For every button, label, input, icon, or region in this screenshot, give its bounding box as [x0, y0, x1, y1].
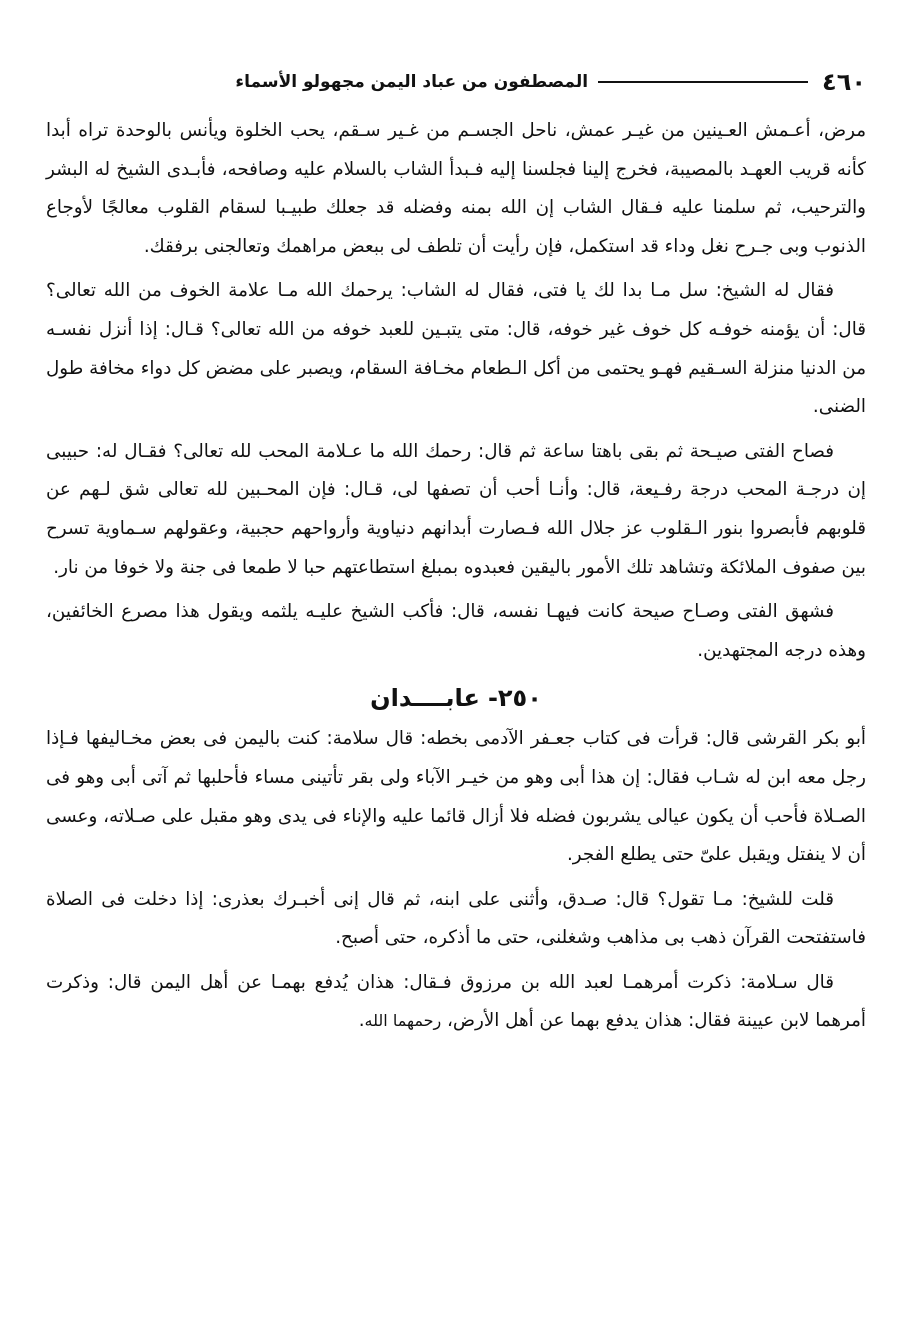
page-number: ٤٦٠ [822, 68, 866, 96]
book-page [46, 66, 866, 1047]
honorific-seal: رحمهما الله [364, 1011, 442, 1031]
paragraph: فشهق الفتى وصـاح صيحة كانت فيهـا نفسه، قال: فأكب الشيخ عليـه يلثمه ويقول هذا مصرع الخائفين، وهذه درجه المجتهدين. [46, 601, 866, 661]
paragraph: قلت للشيخ: مـا تقول؟ قال: صـدق، وأثنى على ابنه، ثم قال إنى أخبـرك بعذرى: إذا دخلت فى الصلاة فاستفتحت القرآن ذهب بى مذاهب وشغلنى، حتى ما أذكره، حتى أصبح. [46, 888, 866, 949]
header-rule [598, 81, 808, 83]
paragraph: قال سـلامة: ذكرت أمرهمـا لعبد الله بن مرزوق فـقال: هذان يُدفع بهمـا عن أهل اليمن قال: وذكرت أمرهما لابن عيينة فقال: هذان يدفع بهما عن أهل الأرض، رحمهما الله. [46, 971, 866, 1032]
section-number: ٢٥٠- [487, 684, 542, 713]
paragraph-text: قال سـلامة: ذكرت أمرهمـا لعبد الله بن مرزوق فـقال: هذان يُدفع بهمـا عن أهل اليمن قال: وذكرت أمرهما لابن عيينة فقال: هذان يدفع بهما عن أهل الأرض، [46, 971, 866, 1032]
paragraph: فصاح الفتى صيـحة ثم بقى باهتا ساعة ثم قال: رحمك الله ما عـلامة المحب لله تعالى؟ فقـال له: حبيبى إن درجـة المحب درجة رفـيعة، قال: وأنـا أحب أن تصفها لى، قـال: فإن المحـبين لله تعالى شق لـهم عن قلوبهم فأبصروا بنور الـقلوب عز جلال الله فـصارت أبدانهم دنياوية وأرواحهم حجبية، وعقولهم سـماوية تسرح بين صفوف الملائكة وتشاهد تلك الأمور باليقين فعبدوه بمبلغ استطاعتهم حبا لا طمعا فى جنة ولا خوفا من نار. [46, 440, 866, 578]
paragraph: فقال له الشيخ: سل مـا بدا لك يا فتى، فقال له الشاب: يرحمك الله مـا علامة الخوف من الله تعالى؟ قال: أن يؤمنه خوفـه كل خوف غير خوفه، قال: متى يتبـين للعبد خوفه من الله تعالى؟ قـال: إذا أنزل نفسـه من الدنيا منزلة السـقيم فهـو يحتمى من أكل الـطعام مخـافة السقام، ويصبر على مضض كل دواء مخافة طول الضنى. [46, 280, 866, 418]
book-title: المصطفون من عباد اليمن مجهولو الأسماء [235, 72, 589, 92]
section-heading [46, 676, 866, 720]
paragraph: أبو بكر القرشى قال: قرأت فى كتاب جعـفر الآدمى بخطه: قال سلامة: كنت باليمن فى بعض مخـاليفها فـإذا رجل معه ابن له شـاب فقال: إن هذا أبى وهو من خيـر الآباء ولى بقر تأتينى مساء فأحلبها ثم آتى أبى وهو فى الصـلاة فأحب أن يكون عيالى يشربون فضله فلا أزال قائما عليه والإناء فى يدى وهو مقبل على صـلاته، وعسى أن لا ينفتل ويقبل علىّ حتى يطلع الفجر. [46, 728, 866, 866]
section-title: عابــــدان [370, 684, 480, 713]
running-header [46, 66, 866, 98]
paragraph: مرض، أعـمش العـينين من غيـر عمش، ناحل الجسـم من غـير سـقم، يحب الخلوة ويأنس بالوحدة تراه أبدا كأنه قريب العهـد بالمصيبة، فخرج إلينا فجلسنا إليه فـبدأ الشاب بالسلام عليه وصافحه، فأبـدى الشيخ له البشر والترحيب، ثم سلمنا عليه فـقال الشاب إن الله بمنه وفضله قد جعلك طبيـبا لسقام القلوب معالجًا لأوجاع الذنوب وبى جـرح نغل وداء قد استكمل، فإن رأيت أن تلطف لى ببعض مراهمك وتعالجنى برفقك. [46, 120, 866, 257]
